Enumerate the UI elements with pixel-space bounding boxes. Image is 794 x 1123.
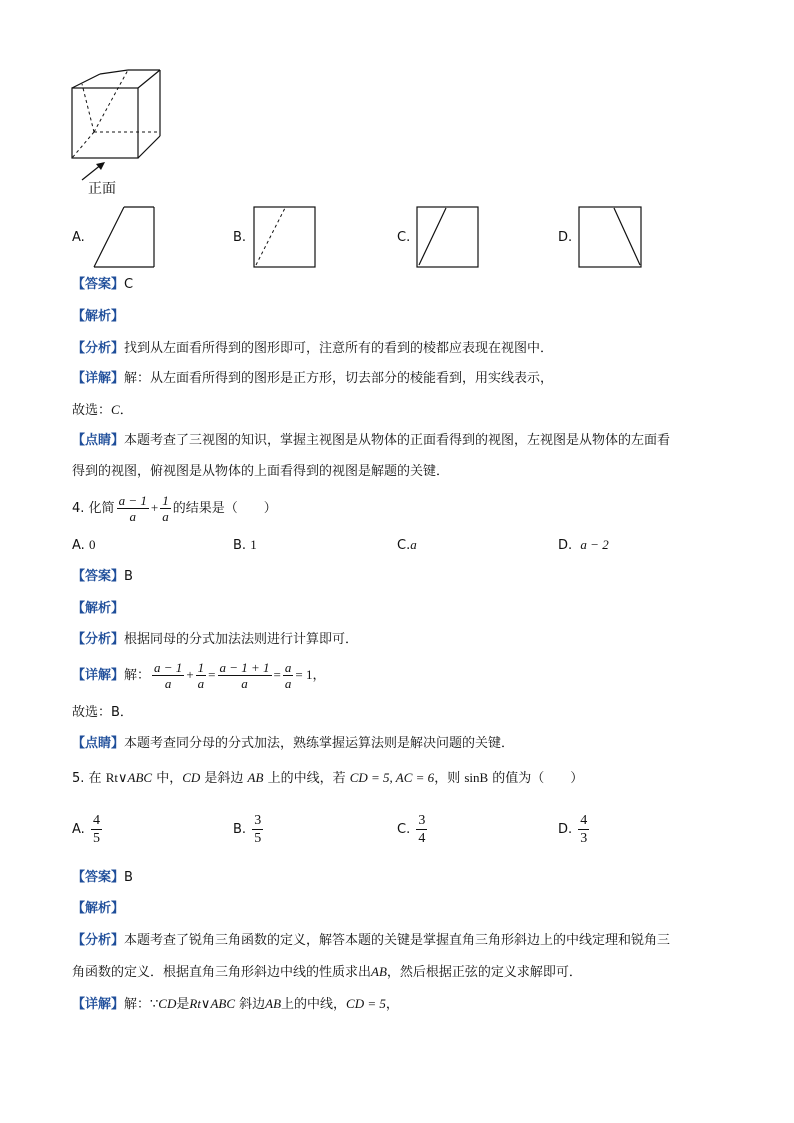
q5-option-c: C. $\frac{3}{4}$ (397, 813, 426, 846)
dianjing-tag: 【点睛】 (72, 433, 125, 448)
q4-frac1: $\frac{a - 1}{a}$ (118, 493, 147, 524)
q4-answer-line: 【答案】B (72, 569, 133, 584)
q4-dianjing-line: 【点睛】本题考查同分母的分式加法，熟练掌握运算法则是解决问题的关键． (72, 736, 515, 751)
q3-guxuan-line: 故选：C． (72, 402, 133, 418)
q4-guxuan-line: 故选：B． (72, 705, 133, 720)
q3-option-b-figure (253, 205, 317, 269)
q5-stem: 5. 在 Rt∨ABC 中，CD 是斜边 AB 上的中线，若 CD = 5, AC = 6，则 sinB 的值为（ ） (72, 770, 584, 786)
q4-option-c: C.a (397, 537, 417, 553)
q4-option-b: B. 1 (233, 537, 257, 553)
front-label: 正面 (88, 181, 116, 197)
q4-stem: 4. 化简 $\frac{a - 1}{a}$ + $\frac{1}{a}$ 的结果是（ ） (72, 493, 277, 524)
cube-edge (100, 70, 128, 74)
q4-xiangjie-line: 【详解】解： $\frac{a - 1}{a}$ + $\frac{1}{a}$ = $\frac{a - 1 + 1}{a}$ = $\frac{a}{a}$ = 1， (72, 660, 326, 691)
q5-option-b: B. $\frac{3}{5}$ (233, 813, 262, 846)
analysis-tag: 【解析】 (72, 309, 125, 324)
q5-fenxi-line2: 角函数的定义．根据直角三角形斜边中线的性质求出AB，然后根据正弦的定义求解即可． (72, 964, 582, 980)
cube-hidden-edge (82, 84, 94, 132)
fenxi-tag: 【分析】 (72, 341, 125, 356)
cube-edge (138, 70, 160, 88)
q3-fenxi-line (72, 340, 553, 358)
q5-xiangjie-line: 【详解】解：∵CD是Rt∨ABC 斜边AB上的中线，CD = 5， (72, 996, 399, 1012)
xiangjie-text: 解：从左面看所得到的图形是正方形，切去部分的棱能看到，用实线表示， (124, 371, 554, 386)
q3-option-b-label: B. (233, 230, 247, 245)
q5-option-d: D. $\frac{4}{3}$ (558, 813, 588, 846)
q3-option-a-label: A. (72, 230, 85, 245)
q3-option-c-figure (416, 205, 480, 269)
arrow-head-icon (96, 162, 105, 170)
cube-edge (138, 136, 160, 158)
q3-option-a-figure (92, 205, 156, 269)
cube-hidden-edge (72, 132, 94, 158)
q3-option-c-label: C. (397, 230, 411, 245)
fenxi-text: 找到从左面看所得到的图形即可，注意所有的看到的棱都应表现在视图中． (124, 341, 554, 356)
q5-fenxi-line: 【分析】本题考查了锐角三角函数的定义，解答本题的关键是掌握直角三角形斜边上的中线定理和锐角三 (72, 933, 671, 948)
q4-fenxi-line: 【分析】根据同母的分式加法法则进行计算即可． (72, 632, 359, 647)
q3-dianjing-line: 【点睛】本题考查了三视图的知识，掌握主视图是从物体的正面看得到的视图，左视图是从物体的左面看 (72, 433, 671, 448)
xiangjie-tag: 【详解】 (72, 371, 125, 386)
q3-answer-line (72, 276, 133, 294)
cube-edge (72, 74, 100, 88)
answer-tag: 【答案】 (72, 277, 125, 292)
q5-answer-line: 【答案】B (72, 870, 133, 885)
q4-frac2: $\frac{1}{a}$ (162, 493, 169, 524)
q4-analysis-line: 【解析】 (72, 601, 125, 616)
cube-hidden-edge (94, 70, 128, 132)
answer-value: C (124, 277, 134, 292)
q3-dianjing-line2: 得到的视图，俯视图是从物体的上面看得到的视图是解题的关键． (72, 464, 450, 479)
cube-front-face (72, 88, 138, 158)
q3-analysis-line (72, 308, 124, 326)
q3-option-d-figure (578, 205, 644, 269)
q5-option-a: A. $\frac{4}{5}$ (72, 813, 100, 846)
q4-option-d: D. a − 2 (558, 537, 609, 553)
q5-analysis-line: 【解析】 (72, 901, 125, 916)
q4-option-a: A. 0 (72, 537, 96, 553)
q3-xiangjie-line (72, 370, 553, 388)
q3-option-d-label: D. (558, 230, 573, 245)
